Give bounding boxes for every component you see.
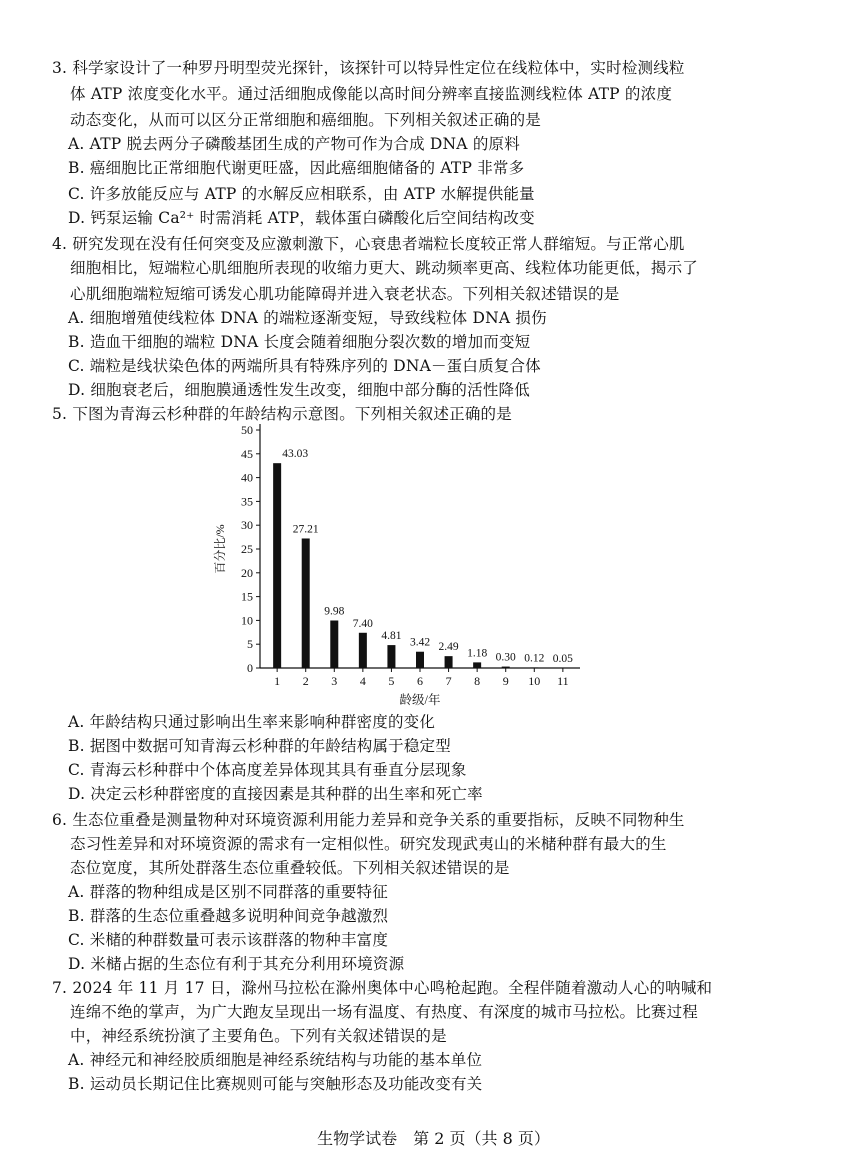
data-label: 27.21: [292, 523, 319, 536]
y-tick-label: 40: [241, 470, 253, 485]
text-line-q7-l3: 中，神经系统扮演了主要角色。下列有关叙述错误的是: [70, 1027, 447, 1045]
x-tick-label: 10: [528, 674, 541, 688]
text-line-q5-c: C. 青海云杉种群中个体高度差异体现其具有垂直分层现象: [68, 761, 467, 779]
data-label: 2.49: [438, 641, 459, 654]
text-line-q7-b: B. 运动员长期记住比赛规则可能与突触形态及功能改变有关: [68, 1075, 483, 1093]
y-tick-label: 45: [241, 446, 253, 461]
text-line-q3-c: C. 许多放能反应与 ATP 的水解反应相联系，由 ATP 水解提供能量: [68, 185, 535, 203]
y-tick-label: 50: [241, 423, 253, 437]
text-line-q4-b: B. 造血干细胞的端粒 DNA 长度会随着细胞分裂次数的增加而变短: [68, 333, 531, 351]
bar-5: [387, 645, 395, 668]
text-line-q5-d: D. 决定云杉种群密度的直接因素是其种群的出生率和死亡率: [68, 785, 483, 803]
data-label: 0.30: [495, 651, 516, 664]
text-line-q6-l3: 态位宽度，其所处群落生态位重叠较低。下列相关叙述错误的是: [70, 859, 510, 877]
text-line-q5-l1: 5. 下图为青海云杉种群的年龄结构示意图。下列相关叙述正确的是: [52, 405, 512, 423]
data-label: 4.81: [381, 630, 402, 643]
data-label: 0.05: [552, 652, 573, 665]
text-line-q7-a: A. 神经元和神经胶质细胞是神经系统结构与功能的基本单位: [68, 1051, 483, 1069]
x-tick-label: 5: [388, 674, 395, 688]
bar-10: [530, 667, 538, 668]
text-line-q5-a: A. 年龄结构只通过影响出生率来影响种群密度的变化: [68, 713, 436, 731]
bar-9: [502, 667, 510, 668]
text-line-q6-a: A. 群落的物种组成是区别不同群落的重要特征: [68, 883, 388, 901]
x-axis-label: 龄级/年: [399, 693, 441, 706]
text-line-q4-l3: 心肌细胞端粒短缩可诱发心肌功能障碍并进入衰老状态。下列相关叙述错误的是: [70, 285, 620, 303]
bar-6: [416, 652, 424, 668]
x-tick-label: 11: [557, 674, 569, 688]
data-label: 1.18: [467, 647, 488, 660]
text-line-q6-c: C. 米槠的种群数量可表示该群落的物种丰富度: [68, 931, 389, 949]
page-footer: 生物学试卷 第 2 页（共 8 页）: [317, 1129, 550, 1148]
x-tick-label: 3: [331, 674, 338, 688]
text-line-q6-l2: 态习性差异和对环境资源的需求有一定相似性。研究发现武夷山的米槠种群有最大的生: [70, 835, 667, 853]
bar-2: [302, 538, 310, 668]
text-line-q4-c: C. 端粒是线状染色体的两端所具有特殊序列的 DNA－蛋白质复合体: [68, 357, 541, 375]
age-structure-bar-chart: [200, 418, 600, 706]
bar-4: [359, 633, 367, 668]
text-line-q3-b: B. 癌细胞比正常细胞代谢更旺盛，因此癌细胞储备的 ATP 非常多: [68, 159, 525, 177]
text-line-q3-l2: 体 ATP 浓度变化水平。通过活细胞成像能以高时间分辨率直接监测线粒体 ATP 的浓度: [70, 85, 673, 103]
x-tick-label: 7: [445, 674, 452, 688]
y-tick-label: 10: [241, 613, 253, 628]
text-line-q3-d: D. 钙泵运输 Ca²⁺ 时需消耗 ATP，载体蛋白磷酸化后空间结构改变: [68, 209, 535, 227]
bar-7: [445, 656, 453, 668]
y-tick-label: 30: [241, 518, 253, 533]
data-label: 7.40: [352, 617, 373, 630]
y-tick-label: 5: [247, 637, 253, 652]
y-tick-label: 20: [241, 565, 253, 580]
text-line-q4-l1: 4. 研究发现在没有任何突变及应激刺激下，心衰患者端粒长度较正常人群缩短。与正常心肌: [52, 235, 685, 253]
x-tick-label: 1: [274, 674, 281, 688]
bar-8: [473, 662, 481, 668]
text-line-q3-l3: 动态变化，从而可以区分正常细胞和癌细胞。下列相关叙述正确的是: [70, 111, 542, 129]
y-tick-label: 15: [241, 589, 253, 604]
text-line-q6-b: B. 群落的生态位重叠越多说明种间竞争越激烈: [68, 907, 389, 925]
y-tick-label: 35: [241, 494, 253, 509]
text-line-q5-b: B. 据图中数据可知青海云杉种群的年龄结构属于稳定型: [68, 737, 451, 755]
y-tick-label: 0: [247, 661, 253, 675]
bar-1: [273, 463, 281, 668]
text-line-q4-d: D. 细胞衰老后，细胞膜通透性发生改变，细胞中部分酶的活性降低: [68, 381, 530, 399]
text-line-q3-a: A. ATP 脱去两分子磷酸基团生成的产物可作为合成 DNA 的原料: [68, 135, 520, 153]
bar-3: [330, 620, 338, 668]
text-line-q6-l1: 6. 生态位重叠是测量物种对环境资源利用能力差异和竞争关系的重要指标，反映不同物种生: [52, 811, 685, 829]
y-tick-label: 25: [241, 542, 253, 556]
x-tick-label: 2: [302, 674, 309, 688]
x-tick-label: 9: [502, 674, 509, 688]
x-tick-label: 4: [359, 674, 366, 688]
data-label: 3.42: [409, 636, 431, 649]
data-label: 43.03: [282, 448, 309, 461]
y-axis-label: 百分比/%: [213, 524, 227, 574]
text-line-q4-l2: 细胞相比，短端粒心肌细胞所表现的收缩力更大、跳动频率更高、线粒体功能更低，揭示了: [70, 259, 699, 277]
data-label: 9.98: [324, 605, 345, 618]
x-tick-label: 6: [417, 674, 423, 688]
data-label: 0.12: [524, 652, 545, 665]
text-line-q7-l1: 7. 2024 年 11 月 17 日，滁州马拉松在滁州奥体中心鸣枪起跑。全程伴随着激动人心的呐喊和: [52, 979, 713, 997]
text-line-q3-l1: 3. 科学家设计了一种罗丹明型荧光探针，该探针可以特异性定位在线粒体中，实时检测线粒: [52, 59, 685, 77]
text-line-q4-a: A. 细胞增殖使线粒体 DNA 的端粒逐渐变短，导致线粒体 DNA 损伤: [68, 309, 547, 327]
text-line-q6-d: D. 米槠占据的生态位有利于其充分利用环境资源: [68, 955, 405, 973]
text-line-q7-l2: 连绵不绝的掌声，为广大跑友呈现出一场有温度、有热度、有深度的城市马拉松。比赛过程: [70, 1003, 699, 1021]
x-tick-label: 8: [474, 674, 481, 688]
